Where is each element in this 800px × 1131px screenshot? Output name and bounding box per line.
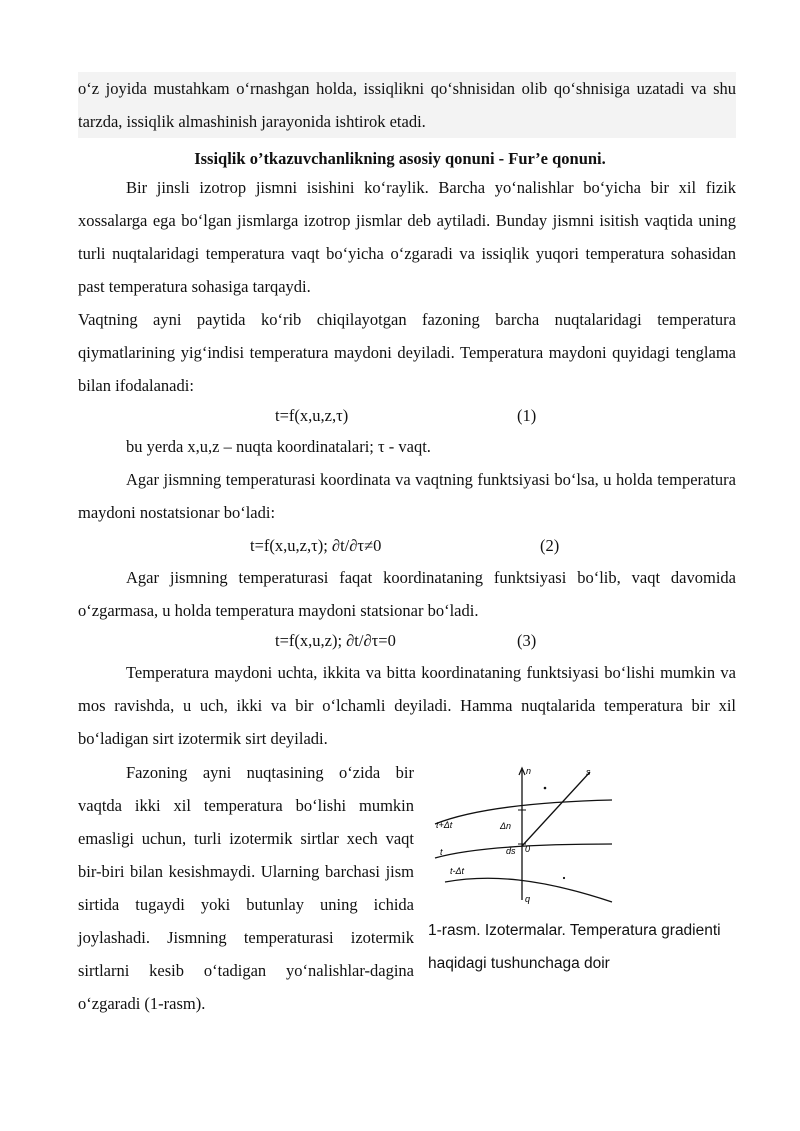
equation-1-number: (1): [517, 406, 537, 425]
paragraph-dimensions: Temperatura maydoni uchta, ikkita va bitta koordinataning funktsiyasi bo‘lishi mumkin va mos ravishda, u uch, ikki va bir o‘lchamli deyiladi. Hamma nuqtalarida temperatura bir xil bo‘ladigan sirt izotermik sirt deyiladi.: [78, 663, 736, 748]
label-s: s: [586, 767, 591, 777]
paragraph-isotherms: Fazoning ayni nuqtasining o‘zida bir vaqtda ikki xil temperatura bo‘lishi mumkin emasligi uchun, turli izotermik sirtlar xech vaqt bir-biri bilan kesishmaydi. Ularning barchasi jism sirtida tugaydi yoki butunlay uning ichida joylashadi. Jismning temperaturasi izotermik sirtlarni kesib o‘tadigan yo‘nalishlar-dagina o‘zgaradi (1-rasm).: [78, 763, 414, 1013]
figure-caption: 1-rasm. Izotermalar. Temperatura gradienti haqidagi tushunchaga doir: [428, 922, 721, 972]
label-n: n: [526, 766, 532, 776]
equation-3-number: (3): [517, 631, 537, 650]
isotherm-t: [435, 844, 612, 858]
paragraph-temperature-field: Vaqtning ayni paytida ko‘rib chiqilayotgan fazoning barcha nuqtalaridagi temperatura qiymatlarining yig‘indisi temperatura maydoni deyiladi. Temperatura maydoni quyidagi tenglama bilan ifodalanadi:: [78, 310, 736, 395]
where-line: bu yerda x,u,z – nuqta koordinatalari; τ - vaqt.: [126, 437, 431, 456]
isotherms-figure: [430, 762, 620, 912]
section-title: Issiqlik o’tkazuvchanlikning asosiy qonuni - Fur’e qonuni.: [194, 149, 606, 168]
equation-1-formula: t=f(x,u,z,τ): [275, 406, 349, 425]
intro-paragraph: o‘z joyida mustahkam o‘rnashgan holda, issiqlikni qo‘shnisidan olib qo‘shnisiga uzatadi va shu tarzda, issiqlik almashinish jarayonida ishtirok etadi.: [78, 72, 736, 138]
paragraph-isotropic: Bir jinsli izotrop jismni isishini ko‘raylik. Barcha yo‘nalishlar bo‘yicha bir xil fizik xossalarga ega bo‘lgan jismlarga izotrop jismlar deb aytiladi. Bunday jismni isitish vaqtida uning turli nuqtalaridagi temperatura vaqt bo‘yicha o‘zgaradi va issiqlik yuqori temperatura sohasidan past temperatura sohasiga tarqaydi.: [78, 178, 736, 296]
label-t-minus: t-Δt: [450, 866, 465, 876]
equation-3-formula: t=f(x,u,z); ∂t/∂τ=0: [275, 631, 396, 650]
equation-2-number: (2): [540, 536, 560, 555]
paragraph-nonstationary: Agar jismning temperaturasi koordinata va vaqtning funktsiyasi bo‘lsa, u holda temperatura maydoni nostatsionar bo‘ladi:: [78, 470, 736, 522]
isotherm-t-plus: [435, 800, 612, 824]
label-t-plus: t+Δt: [436, 820, 453, 830]
direction-s-line: [522, 772, 590, 846]
label-dn: Δn: [500, 821, 512, 831]
label-o: 0: [525, 844, 531, 854]
label-q: q: [525, 894, 531, 904]
label-t: t: [440, 847, 443, 857]
label-ds: ds: [506, 846, 516, 856]
paragraph-stationary: Agar jismning temperaturasi faqat koordinataning funktsiyasi bo‘lib, vaqt davomida o‘zgarmasa, u holda temperatura maydoni statsionar bo‘ladi.: [78, 568, 736, 620]
point-dot: [563, 877, 565, 879]
equation-2-formula: t=f(x,u,z,τ); ∂t/∂τ≠0: [250, 536, 382, 555]
point-dot: [544, 787, 547, 790]
